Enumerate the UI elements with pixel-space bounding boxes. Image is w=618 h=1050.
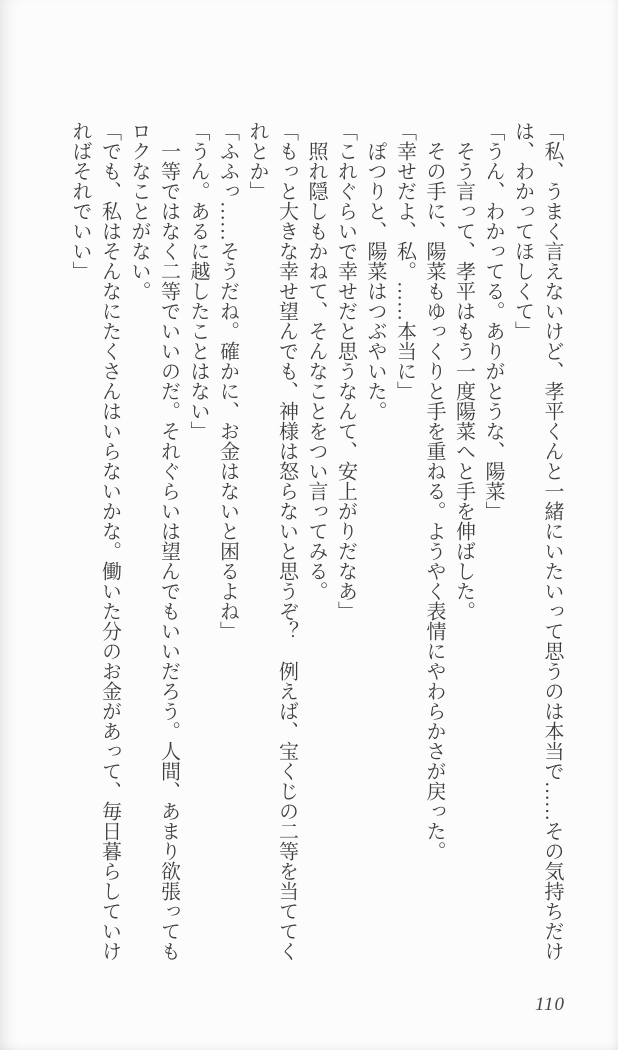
- text-line: 「私、うまく言えないけど、孝平くんと一緒にいたいって思うのは本当で……その気持ちだけ: [541, 121, 563, 961]
- text-line: 「ふふっ……そうだね。確かに、お金はないと困るよね」: [216, 121, 239, 641]
- text-line: 「うん、わかってる。ありがとうな、陽菜」: [482, 121, 504, 521]
- page-number: 110: [534, 994, 566, 1015]
- text-line: 「もっと大きな幸せ望んでも、神様は怒らないと思うぞ？ 例えば、宝くじの二等を当ててく: [275, 121, 298, 961]
- text-line: 照れ隠しもかねて、そんなことをつい言ってみる。: [305, 141, 327, 601]
- text-line: ぽつりと、陽菜はつぶやいた。: [364, 141, 386, 421]
- text-line: れとか」: [246, 121, 268, 201]
- text-line: 「うん。あるに越したことはない」: [187, 121, 209, 441]
- text-line: 「幸せだよ、私。……本当に」: [393, 121, 416, 401]
- text-line: その手に、陽菜もゆっくりと手を重ねる。ようやく表情にやわらかさが戻った。: [423, 141, 445, 861]
- text-line: ればそれでいい」: [69, 121, 91, 281]
- text-line: ロクなことがない。: [128, 121, 150, 301]
- vertical-text-block: [65, 121, 567, 973]
- text-line: 一等ではなく二等でいいのだ。それぐらいは望んでもいいだろう。人間、あまり欲張っても: [157, 141, 180, 961]
- text-line: は、わかってほしくて」: [511, 121, 534, 341]
- text-line: 「でも、私はそんなにたくさんはいらないかな。働いた分のお金があって、毎日暮らしていけ: [98, 121, 121, 961]
- text-line: そう言って、孝平はもう一度陽菜へと手を伸ばした。: [452, 141, 475, 621]
- text-line: 「これぐらいで幸せだと思うなんて、安上がりだなあ」: [334, 121, 357, 621]
